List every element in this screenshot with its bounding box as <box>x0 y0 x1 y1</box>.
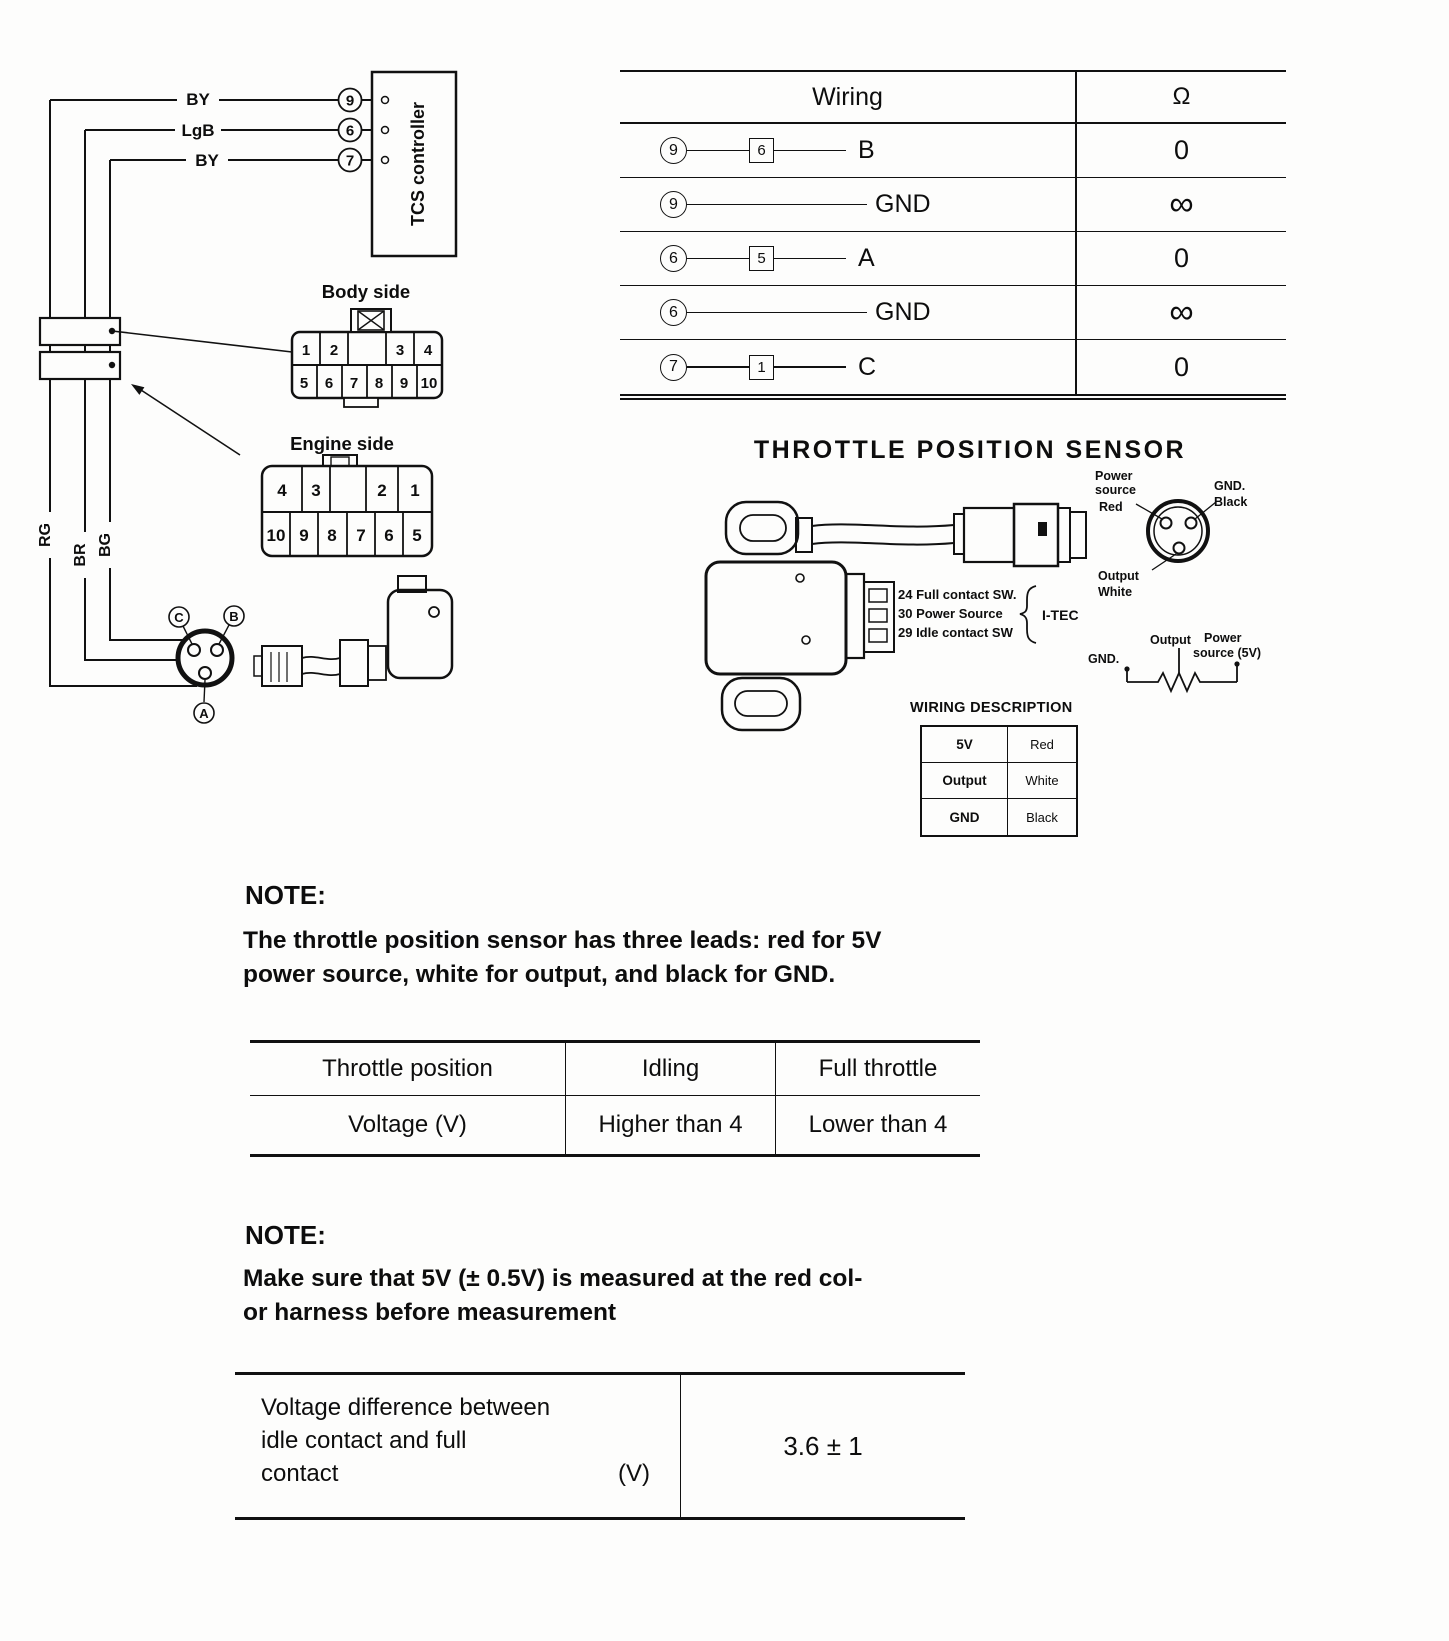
tcs-controller <box>372 72 456 256</box>
wire-label-lgb: LgB <box>181 121 215 140</box>
face-power-color: Red <box>1099 500 1123 514</box>
wire-segment <box>687 150 749 152</box>
engine-pin: 2 <box>377 481 387 500</box>
body-pin: 2 <box>329 342 339 359</box>
round-pin-b: B <box>229 609 239 624</box>
wire-segment <box>687 258 749 260</box>
difference-table <box>235 1372 965 1520</box>
connector-pin-circle: 6 <box>660 245 687 272</box>
wiring-column-header: Wiring <box>812 82 883 111</box>
harness-label-bg: BG <box>97 533 114 557</box>
difference-label-cell <box>235 1375 680 1517</box>
pin-label-power-source: 30 Power Source <box>898 606 1003 621</box>
resistance-value: 0 <box>1075 124 1286 177</box>
engine-pin: 9 <box>299 526 309 545</box>
resistance-row-b <box>620 124 1286 178</box>
terminal-name: C <box>858 352 877 381</box>
wire-segment <box>687 204 867 206</box>
terminal-pin-box: 6 <box>749 138 774 163</box>
tcs-pin-7: 7 <box>345 152 355 170</box>
body-pin: 1 <box>301 342 311 359</box>
resistance-value: 0 <box>1075 232 1286 285</box>
connector-pin-circle: 7 <box>660 354 687 381</box>
itec-brace <box>1020 586 1036 643</box>
note1-label: NOTE: <box>245 880 326 910</box>
body-side-label: Body side <box>321 281 411 302</box>
connector-lock-tab <box>1038 522 1047 536</box>
engine-pin: 7 <box>356 526 366 545</box>
connector-pin-circle: 9 <box>660 191 687 218</box>
wd-signal: GND <box>922 799 1008 835</box>
engine-pin: 6 <box>384 526 394 545</box>
idling-value: Higher than 4 <box>565 1096 775 1154</box>
tcs-pin-6: 6 <box>345 122 355 140</box>
wiring-cell <box>620 340 1075 394</box>
note2-label: NOTE: <box>245 1220 326 1250</box>
resistance-row-c <box>620 340 1286 394</box>
wd-row-output <box>922 763 1076 799</box>
tcs-pin-9: 9 <box>345 92 355 110</box>
engine-pin: 3 <box>311 481 321 500</box>
resistance-row-gnd-1 <box>620 178 1286 232</box>
wiring-cell <box>620 178 1075 231</box>
face-gnd-color: Black <box>1214 495 1248 509</box>
harness-label-rg: RG <box>37 523 54 547</box>
wd-row-5v <box>922 727 1076 763</box>
wire-segment <box>687 366 749 368</box>
header-throttle-position: Throttle position <box>322 1055 493 1082</box>
terminal-name: A <box>858 244 875 272</box>
note1-text <box>243 924 881 992</box>
engine-side-label: Engine side <box>290 433 394 454</box>
connector-pin-circle: 9 <box>660 137 687 164</box>
tcs-pin-circles <box>339 89 362 172</box>
wire-label-by-1: BY <box>186 90 210 109</box>
pointer-arrow-icon <box>131 384 144 395</box>
face-gnd-label: GND. <box>1214 479 1246 493</box>
round-connector <box>169 606 244 723</box>
ohm-column-header: Ω <box>1075 72 1286 122</box>
terminal-name: GND <box>875 298 931 326</box>
tcs-controller-label: TCS controller <box>408 101 428 227</box>
difference-label-line: contact <box>261 1460 339 1487</box>
body-pin: 3 <box>395 342 405 359</box>
wiring-cell <box>620 232 1075 285</box>
resistance-value: 0 <box>1075 340 1286 394</box>
body-pin: 7 <box>349 375 359 392</box>
engine-pin: 1 <box>410 481 420 500</box>
wiring-description <box>910 700 1078 837</box>
difference-value: 3.6 ± 1 <box>680 1375 965 1517</box>
body-pin: 5 <box>299 375 309 392</box>
difference-unit: (V) <box>618 1460 650 1487</box>
note-line: or harness before measurement <box>243 1299 617 1326</box>
face-output-label: Output <box>1098 569 1139 583</box>
engine-pin: 8 <box>327 526 337 545</box>
wd-color: Red <box>1030 737 1054 752</box>
wire-segment <box>774 150 846 152</box>
voltage-table-row <box>250 1096 980 1154</box>
terminal-name: GND <box>875 190 931 218</box>
circuit-gnd-label: GND. <box>1088 652 1120 666</box>
full-throttle-value: Lower than 4 <box>775 1096 980 1154</box>
wd-color: White <box>1025 773 1059 788</box>
pin-label-idle-contact: 29 Idle contact SW <box>898 625 1013 640</box>
wiring-description-table <box>920 725 1078 837</box>
voltage-row-label: Voltage (V) <box>348 1111 467 1138</box>
tps-sensor-body <box>706 502 1086 730</box>
face-power-label-2: source <box>1095 483 1136 497</box>
note-line: The throttle position sensor has three leads: red for 5V <box>243 927 882 954</box>
round-pin-c: C <box>174 610 184 625</box>
note2-text <box>243 1262 862 1330</box>
connector-wiring-diagram <box>0 0 500 790</box>
resistance-row-gnd-2 <box>620 286 1286 340</box>
voltage-table <box>250 1040 980 1157</box>
tps-thumbnail <box>254 576 452 686</box>
body-pin: 6 <box>324 375 334 392</box>
circuit-power-label: Power <box>1204 631 1242 645</box>
body-pin: 10 <box>420 375 438 392</box>
circuit-output-label: Output <box>1150 633 1191 647</box>
wd-color: Black <box>1026 809 1058 825</box>
note-line: Make sure that 5V (± 0.5V) is measured at the red col- <box>243 1265 863 1292</box>
body-pin: 8 <box>374 375 384 392</box>
voltage-table-header <box>250 1043 980 1096</box>
harness-junction-boxes <box>40 318 292 455</box>
connector-face <box>1136 501 1216 570</box>
face-power-label: Power <box>1095 469 1133 483</box>
resistance-row-a <box>620 232 1286 286</box>
wire-segment <box>774 258 846 260</box>
body-side-connector <box>292 281 442 407</box>
body-pin: 4 <box>423 342 433 359</box>
difference-label-line: Voltage difference between <box>261 1394 551 1421</box>
wiring-cell <box>620 286 1075 339</box>
wire-label-by-2: BY <box>195 151 219 170</box>
harness-label-br: BR <box>72 543 89 567</box>
wire-segment <box>774 366 846 368</box>
difference-label-line: idle contact and full <box>261 1427 467 1454</box>
body-pin: 9 <box>399 375 409 392</box>
wire-color-labels <box>175 90 228 170</box>
terminal-name: B <box>858 136 875 164</box>
wd-signal: Output <box>922 763 1008 798</box>
face-output-color: White <box>1098 585 1133 599</box>
tps-section-title: THROTTLE POSITION SENSOR <box>753 436 1187 464</box>
connector-pin-circle: 6 <box>660 299 687 326</box>
wiring-cell <box>620 124 1075 177</box>
resistance-value: ∞ <box>1075 178 1286 231</box>
note-line: power source, white for output, and black for GND. <box>243 961 836 988</box>
wd-row-gnd <box>922 799 1076 835</box>
header-idling: Idling <box>565 1043 775 1095</box>
circuit-power-label-2: source (5V) <box>1193 646 1262 660</box>
engine-pin: 10 <box>266 526 286 545</box>
engine-side-connector <box>262 433 432 556</box>
resistance-table <box>620 70 1286 400</box>
gnd-terminal-dot <box>1124 666 1129 671</box>
wd-signal: 5V <box>922 727 1008 762</box>
header-full-throttle: Full throttle <box>775 1043 980 1095</box>
wiring-description-title: WIRING DESCRIPTION <box>910 700 1073 716</box>
resistance-value: ∞ <box>1075 286 1286 339</box>
terminal-pin-box: 5 <box>749 246 774 271</box>
itec-label: I-TEC <box>1042 607 1079 623</box>
round-pin-a: A <box>199 706 209 721</box>
resistance-table-header <box>620 72 1286 124</box>
wire-segment <box>687 312 867 314</box>
engine-pin: 4 <box>277 481 287 500</box>
power-terminal-dot <box>1234 661 1239 666</box>
terminal-pin-box: 1 <box>749 355 774 380</box>
engine-pin: 5 <box>412 526 422 545</box>
pin-label-full-contact: 24 Full contact SW. <box>898 587 1017 602</box>
